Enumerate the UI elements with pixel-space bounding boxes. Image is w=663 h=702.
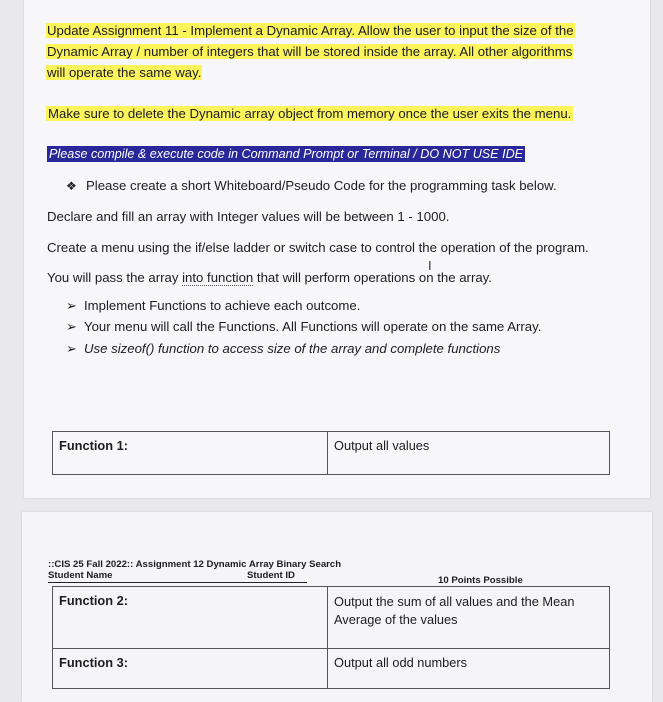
pass-line-suffix: that will perform operations on the array. bbox=[253, 270, 492, 285]
menu-line: Create a menu using the if/else ladder or switch case to control the operation of the program. bbox=[47, 240, 589, 255]
pseudocode-bullet bbox=[66, 178, 557, 193]
compile-note bbox=[47, 146, 525, 161]
points-text: 10 Points Possible bbox=[438, 575, 523, 586]
function-2-desc: Output the sum of all values and the Mean Average of the values bbox=[328, 587, 610, 649]
pass-line bbox=[47, 270, 492, 285]
pass-line-link: into function bbox=[182, 270, 254, 285]
function-3-desc: Output all odd numbers bbox=[328, 649, 610, 689]
delete-note bbox=[46, 106, 573, 121]
arrow-item bbox=[66, 341, 500, 357]
arrow-item bbox=[66, 298, 360, 314]
diamond-bullet-icon: ❖ bbox=[66, 179, 77, 193]
arrow-item bbox=[66, 319, 541, 335]
course-header: ::CIS 25 Fall 2022:: Assignment 12 Dynamic Array Binary Search bbox=[48, 559, 342, 570]
student-name-rule bbox=[48, 582, 248, 583]
function-3-label: Function 3: bbox=[53, 649, 328, 689]
student-name-label: Student Name bbox=[48, 570, 113, 581]
function-1-label: Function 1: bbox=[53, 432, 328, 475]
text-cursor-icon: I bbox=[428, 258, 432, 273]
function-1-table bbox=[52, 431, 610, 475]
function-1-desc: Output all values bbox=[328, 432, 610, 475]
function-2-3-table bbox=[52, 586, 610, 689]
arrow-item-text: Implement Functions to achieve each outcome. bbox=[84, 298, 361, 313]
intro-paragraph: Update Assignment 11 - Implement a Dynamic Array. Allow the user to input the size of the Dynamic Array / number of integers that will be stored inside the array. All other algorithms will operate the same way. bbox=[47, 23, 574, 80]
function-2-label: Function 2: bbox=[53, 587, 328, 649]
delete-note-text: Make sure to delete the Dynamic array object from memory once the user exits the menu. bbox=[48, 106, 572, 121]
pass-line-prefix: You will pass the array bbox=[47, 270, 183, 285]
compile-note-text: Please compile & execute code in Command Prompt or Terminal / DO NOT USE IDE bbox=[49, 147, 524, 161]
assignment-intro bbox=[46, 20, 592, 83]
student-id-rule bbox=[247, 582, 307, 583]
arrow-bullet-icon: ➢ bbox=[66, 319, 77, 334]
arrow-item-text: Use sizeof() function to access size of the array and complete functions bbox=[84, 341, 501, 356]
arrow-bullet-icon: ➢ bbox=[66, 341, 77, 356]
arrow-bullet-icon: ➢ bbox=[66, 298, 77, 313]
points-label bbox=[438, 575, 523, 586]
arrow-item-text: Your menu will call the Functions. All Functions will operate on the same Array. bbox=[84, 319, 542, 334]
student-id-label: Student ID bbox=[247, 570, 295, 581]
declare-line: Declare and fill an array with Integer values will be between 1 - 1000. bbox=[47, 209, 450, 224]
pseudocode-bullet-text: Please create a short Whiteboard/Pseudo Code for the programming task below. bbox=[86, 178, 557, 193]
